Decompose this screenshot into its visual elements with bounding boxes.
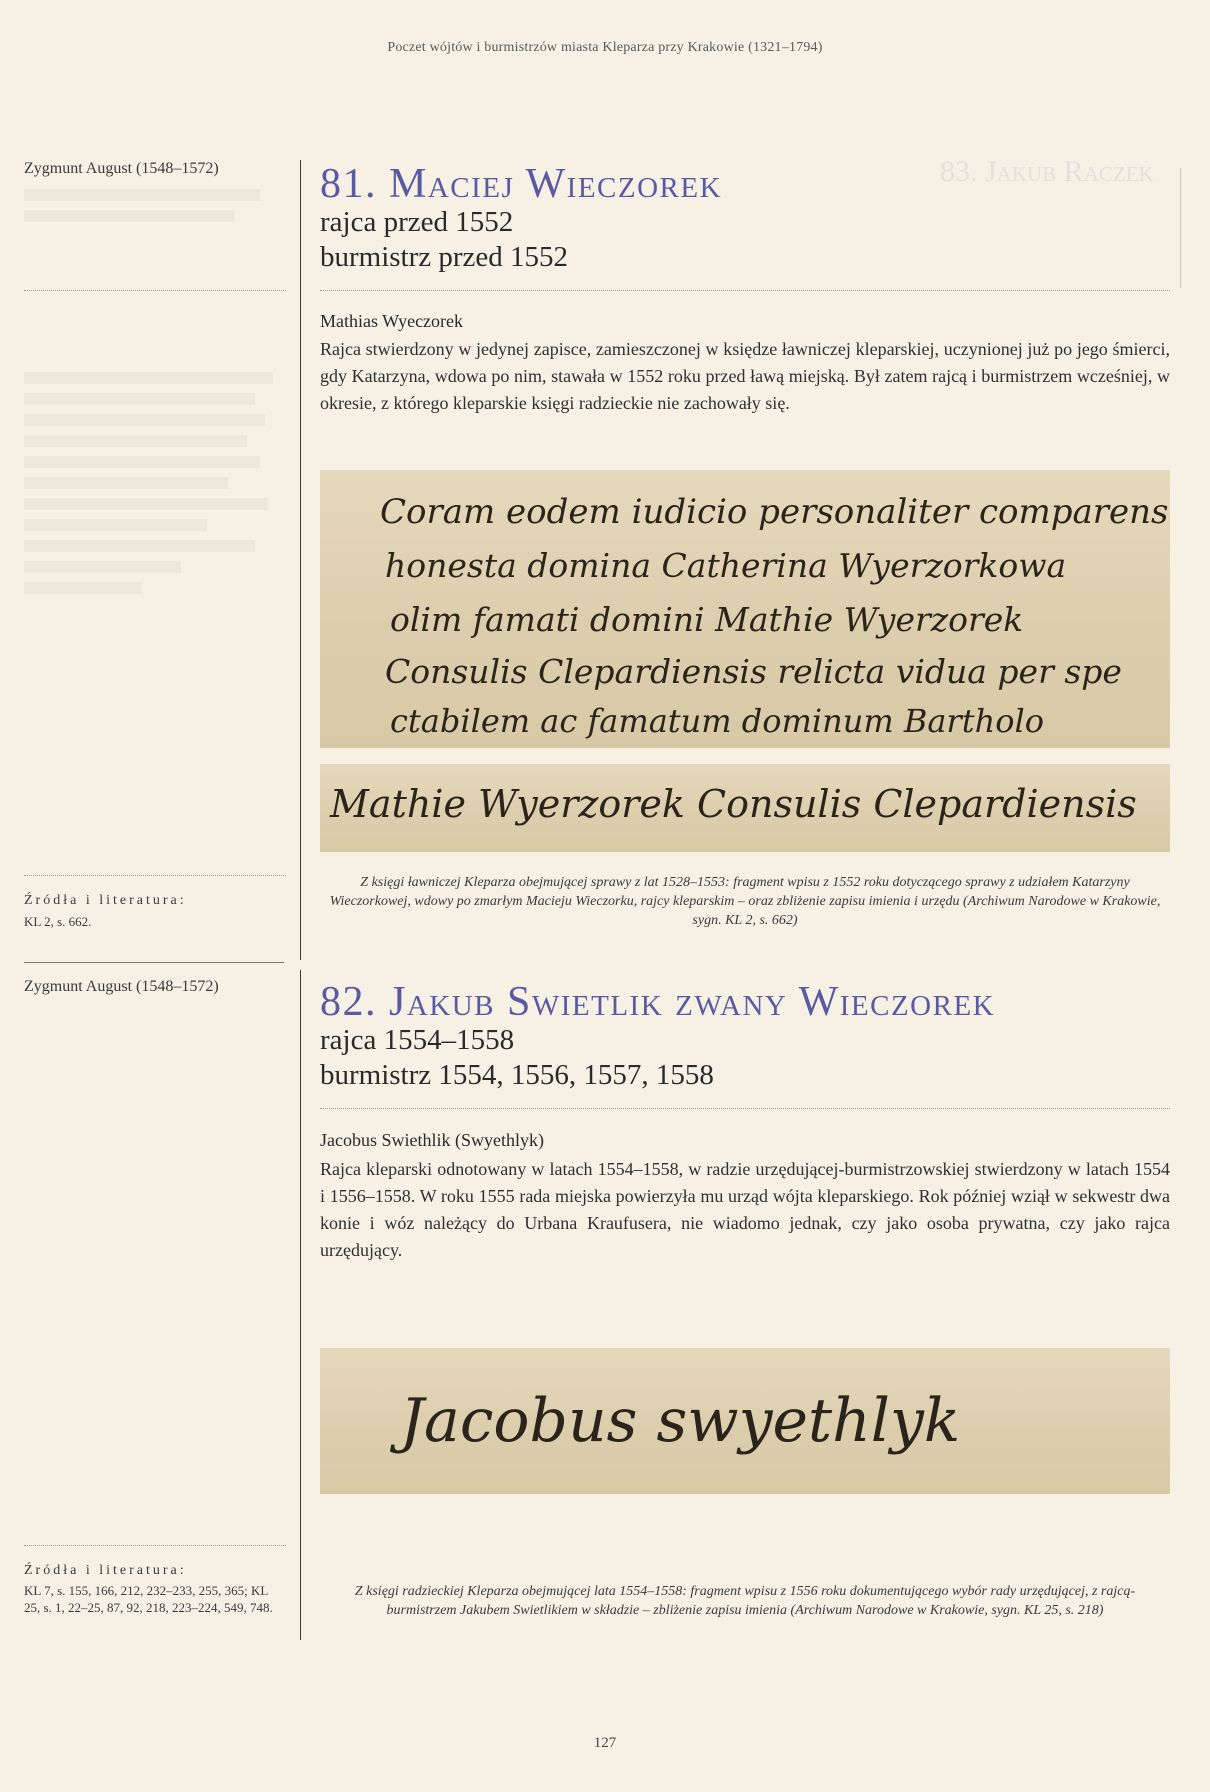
entry-name: Jakub Swietlik zwany Wieczorek	[389, 979, 996, 1025]
entry-role: burmistrz przed 1552	[320, 241, 569, 273]
entry-text: Rajca stwierdzony w jedynej zapisce, zamieszczonej w księdze ławniczej kleparskiej, uczynionej już po jego śmierci, gdy Katarzyna, wdowa po nim, stawała w 1552 roku przed ławą miejską. Był zatem rajcą i burmistrzem wcześniej, w okresie, z którego kleparskie księgi radzieckie nie zachowały się.	[320, 339, 1170, 413]
right-edge-rule	[1180, 168, 1181, 288]
entry-role: rajca 1554–1558	[320, 1024, 515, 1056]
page-number: 127	[593, 1735, 617, 1751]
entry-number: 81.	[320, 161, 377, 207]
sources-text: KL 7, s. 155, 166, 212, 232–233, 255, 365; KL 25, s. 1, 22–25, 87, 92, 218, 223–224, 549, 748.	[24, 1583, 273, 1615]
reign-label: Zygmunt August (1548–1572)	[24, 978, 219, 995]
sidebar-divider	[24, 875, 286, 876]
image-caption: Z księgi ławniczej Kleparza obejmującej sprawy z lat 1528–1553: fragment wpisu z 1552 roku dotyczącego sprawy z udziałem Katarzyny Wieczorkowej, wdowy po zmarłym Macieju Wieczorku, rajcy kleparskim – oraz zbliżenie zapisu imienia i urzędu (Archiwum Narodowe w Krakowie, sygn. KL 2, s. 662)	[329, 875, 1161, 928]
latin-name: Jacobus Swiethlik (Swyethlyk)	[320, 1130, 544, 1150]
reign-label: Zygmunt August (1548–1572)	[24, 160, 219, 177]
entry-role: burmistrz 1554, 1556, 1557, 1558	[320, 1059, 714, 1091]
sources-text: KL 2, s. 662.	[24, 914, 92, 929]
sidebar-rule	[24, 962, 284, 963]
entry-title	[320, 160, 722, 208]
manuscript-line: Jacobus swyethlyk	[400, 1386, 961, 1456]
manuscript-line: Consulis Clepardiensis relicta vidua per spe	[385, 652, 1122, 691]
image-caption: Z księgi radzieckiej Kleparza obejmującej lata 1554–1558: fragment wpisu z 1556 roku dokumentującego wybór rady urzędującej, z rajcą-burmistrzem Jakubem Swietlikiem w składzie – zbliżenie zapisu imienia (Archiwum Narodowe w Krakowie, sygn. KL 25, s. 218)	[354, 1584, 1136, 1618]
manuscript-fragment	[320, 470, 1170, 748]
entry-text: Rajca kleparski odnotowany w latach 1554–1558, w radzie urzędującej-burmistrzowskiej stwierdzony w latach 1554 i 1556–1558. W roku 1555 rada miejska powierzyła mu urząd wójta kleparskiego. Rok później wziął w sekwestr dwa konie i wóz należący do Urbana Kraufusera, nie wiadomo jednak, czy jako osoba prywatna, czy jako rajca urzędujący.	[320, 1159, 1170, 1260]
manuscript-line: honesta domina Catherina Wyerzorkowa	[385, 546, 1067, 585]
sources-label: Źródła i literatura:	[24, 1563, 187, 1578]
manuscript-line: Mathie Wyerzorek Consulis Clepardiensis	[330, 782, 1137, 826]
latin-name: Mathias Wyeczorek	[320, 311, 464, 331]
manuscript-line: ctabilem ac famatum dominum Bartholo	[390, 702, 1044, 740]
title-divider	[320, 1108, 1170, 1109]
bleed-through-text: 83. Jakub Raczek	[940, 155, 1154, 188]
sidebar-divider	[24, 290, 286, 291]
entry-number: 82.	[320, 979, 377, 1025]
manuscript-fragment	[320, 1348, 1170, 1494]
title-divider	[320, 290, 1170, 291]
manuscript-line: olim famati domini Mathie Wyerzorek	[390, 600, 1024, 639]
vertical-divider-lower	[300, 970, 301, 1640]
entry-title	[320, 978, 995, 1026]
running-head: Poczet wójtów i burmistrzów miasta Kleparza przy Krakowie (1321–1794)	[387, 40, 823, 55]
vertical-divider-upper	[300, 160, 301, 960]
entry-name: Maciej Wieczorek	[389, 161, 723, 207]
sidebar-divider	[24, 1545, 286, 1546]
manuscript-line: Coram eodem iudicio personaliter comparens	[380, 492, 1169, 532]
entry-role: rajca przed 1552	[320, 206, 514, 238]
bleed-through-block	[24, 180, 286, 603]
manuscript-zoom	[320, 764, 1170, 852]
sources-label: Źródła i literatura:	[24, 893, 187, 908]
